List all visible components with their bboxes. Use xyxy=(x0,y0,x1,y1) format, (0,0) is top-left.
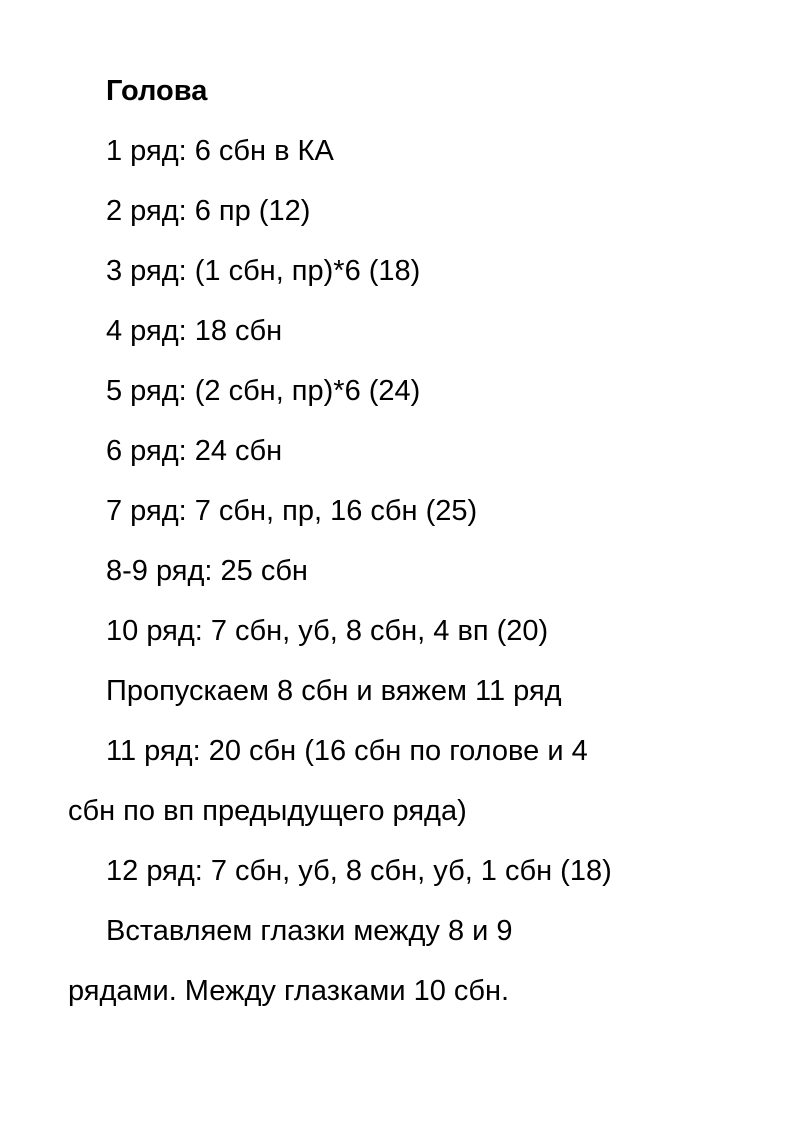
skip-instruction-line: Пропускаем 8 сбн и вяжем 11 ряд xyxy=(106,675,562,707)
eyes-instruction-line: Вставляем глазки между 8 и 9 xyxy=(106,915,513,947)
row-11-continuation-line: сбн по вп предыдущего ряда) xyxy=(68,795,467,827)
row-7-line: 7 ряд: 7 сбн, пр, 16 сбн (25) xyxy=(106,495,478,527)
row-2-line: 2 ряд: 6 пр (12) xyxy=(106,195,311,227)
row-5-line: 5 ряд: (2 сбн, пр)*6 (24) xyxy=(106,375,421,407)
row-12-line: 12 ряд: 7 сбн, уб, 8 сбн, уб, 1 сбн (18) xyxy=(106,855,612,887)
row-4-line: 4 ряд: 18 сбн xyxy=(106,315,283,347)
row-10-line: 10 ряд: 7 сбн, уб, 8 сбн, 4 вп (20) xyxy=(106,615,549,647)
row-3-line: 3 ряд: (1 сбн, пр)*6 (18) xyxy=(106,255,421,287)
row-8-9-line: 8-9 ряд: 25 сбн xyxy=(106,555,308,587)
section-title: Голова xyxy=(106,75,208,107)
row-11-line: 11 ряд: 20 сбн (16 сбн по голове и 4 xyxy=(106,735,588,767)
row-1-line: 1 ряд: 6 сбн в КА xyxy=(106,135,334,167)
document-body xyxy=(68,61,728,1021)
row-6-line: 6 ряд: 24 сбн xyxy=(106,435,283,467)
eyes-instruction-continuation-line: рядами. Между глазками 10 сбн. xyxy=(68,975,510,1007)
